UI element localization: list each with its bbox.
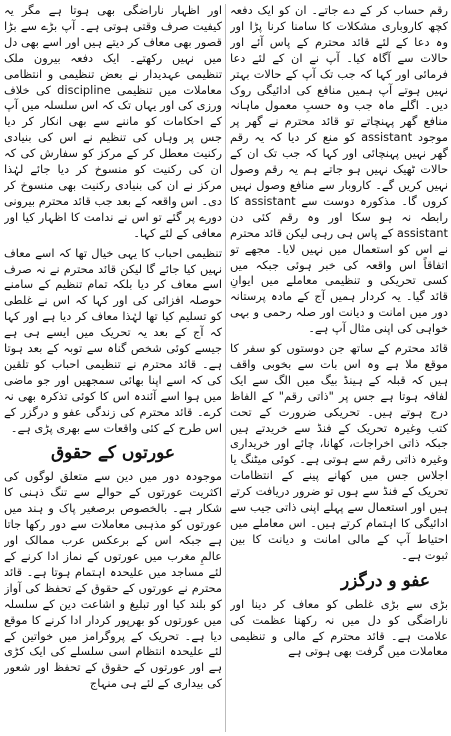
section-heading-forgiveness: عفو و درگزر: [340, 570, 430, 591]
paragraph: موجودہ دور میں دین سے متعلق لوگوں کی اکثریت عورتوں کے حوالے سے تنگ ذہنی کا شکار ہے۔ بالخصوص برصغیر پاک و ہند میں عورتوں کو مذہبی معاملات سے دور رکھا جاتا ہے جبکہ اس کے برعکس عرب ممالک اور عالمِ مغرب میں عورتوں کے نماز ادا کرنے کے لئے مساجد میں علیحدہ اہتمام ہوتا ہے۔ قائد محترم نے عورتوں کے حقوق کے تحفظ کی آواز کو بلند کیا اور تبلیغ و اشاعت دین کے سلسلہ میں عورتوں کو بھرپور کردار ادا کرنے کا موقع دیا ہے۔ تحریک کے پروگرامز میں خواتین کے لئے علیحدہ انتظام اسی سلسلے کی ایک کڑی ہے اور عورتوں کے حقوق کے تحفظ اور شعور کی بیداری کے لئے ہی منہاج: [4, 469, 222, 691]
left-column: [4, 3, 222, 734]
column-divider: [225, 4, 226, 732]
paragraph: تنظیمی احباب کا یہی خیال تھا کہ اسے معاف نہیں کیا جائے گا لیکن قائد محترم نے نہ صرف اسے معاف کر دیا بلکہ تمام تنظیم کے سامنے حوصلہ افزائی کی اور کہا کہ اس نے غلطی کو تسلیم کیا تھا لہٰذا معاف کر دیا ہے اور کہا کہ آج کے بعد یہ تحریک میں ایسے ہی ہے جیسے کوئی شخص گناہ سے توبہ کے بعد ہوتا ہے۔ قائد محترم نے تنظیمی احباب کو تلقین کی کہ اسے اپنا بھائی سمجھیں اور جو ماضی میں ہوا اسے آئندہ اس کا کوئی تذکرہ بھی نہ کرے۔ قائد محترم کی زندگی عفو و درگزر کے اس طرح کے کئی واقعات سے بھری پڑی ہے۔: [4, 245, 222, 435]
paragraph: بڑی سے بڑی غلطی کو معاف کر دینا اور ناراضگی کو دل میں نہ رکھنا عظمت کی علامت ہے۔ قائد محترم کے مالی و تنظیمی معاملات میں گرفت بھی ہوتی ہے: [230, 596, 448, 659]
paragraph: اور اظہار ناراضگی بھی ہوتا ہے مگر یہ کیفیت صرف وقتی ہوتی ہے۔ آپ بڑے سے بڑا قصور بھی معاف کر دیتے ہیں اور اسے بھی دل میں نہیں رکھتے۔ ایک دفعہ بیرون ملک تنظیمی عہدیدار نے بعض تنظیمی و انتظامی معاملات میں تنظیمی discipline کی خلاف ورزی کی اور یہاں تک کہ اس سلسلہ میں آپ کے احکامات کو ماننے سے بھی انکار کر دیا جس پر وہاں کی تنظیم نے اس کی بنیادی رکنیت معطل کر کے مرکز کو سفارش کی کہ ان کی رکنیت کو منسوخ کر دیا جائے لہٰذا مرکز نے ان کی بنیادی رکنیت بھی منسوخ کر دی۔ اس واقعہ کے بعد جب قائد محترم بیرونی دورے پر گئے تو اس نے ندامت کا اظہار کیا اور معافی کے لئے کہا۔: [4, 3, 222, 240]
right-column: [230, 3, 448, 734]
section-heading-womens-rights: عورتوں کے حقوق: [50, 443, 176, 464]
paragraph: قائد محترم کے ساتھ جن دوستوں کو سفر کا موقع ملا ہے وہ اس بات سے بخوبی واقف ہیں کہ قبلہ کے ہینڈ بیگ میں الگ سے ایک لفافہ ہوتا ہے جس پر "ذاتی رقم" کے الفاظ درج ہوتے ہیں۔ تحریکی ضرورت کے تحت کتب وغیرہ تحریک کے فنڈ سے خریدتے ہیں جبکہ ذاتی اخراجات، کھانا، چائے اور خریداری وغیرہ ذاتی رقم سے ہوتی ہے۔ کوئی میٹنگ یا اجلاس جس میں کھانے پینے کے انتظامات تحریک کے فنڈ سے ہوں تو ضرور دریافت کرتے ہیں اور استعمال سے پہلے اپنی ذاتی جیب سے ادائیگی کا اہتمام کرتے ہیں۔ اس معاملے میں احتیاط آپ کے مالی امانت و دیانت کا بین ثبوت ہے۔: [230, 341, 448, 562]
paragraph: رقم حساب کر کے دے جاتے۔ ان کو ایک دفعہ کچھ کاروباری مشکلات کا سامنا کرنا پڑا اور وہ دعا کے لئے قائد محترم کے پاس آئے اور حالات سے آگاہ کیا۔ آپ نے ان کے لئے دعا فرمائی اور کہا کہ جب تک آپ کے حالات بہتر نہیں ہوتے آپ ہمیں منافع کی ادائیگی روک دیں۔ اگلے ماہ جب وہ حسبِ معمول ماہانہ منافع گھر پہنچاتے تو قائد محترم نے گھر پر موجود assistant کو منع کر دیا کہ یہ رقم گھر نہیں پہنچائی اور کہا کہ جب تک ان کے حالات ٹھیک نہیں ہو جاتے ہم یہ رقم وصول نہیں کریں گے۔ کاروبار سے منافع وصول نہیں کروں گا۔ مذکورہ دوست سے assistant کا رابطہ نہ ہو سکا اور وہ رقم کئی دن assistant کے پاس ہی رہی لیکن قائد محترم نے اس کو استعمال میں نہیں لایا۔ مجھے تو اتفاقاً اس واقعہ کی خبر ہوئی جبکہ میں کسی تحریکی و تنظیمی معاملے میں ایوانِ قائد گیا۔ یہ کردار ہمیں آج کے مادہ پرستانہ دور میں امانت و دیانت اور صلہ رحمی و بہی خواہی کی اپنی مثال آپ ہے۔: [230, 3, 448, 336]
